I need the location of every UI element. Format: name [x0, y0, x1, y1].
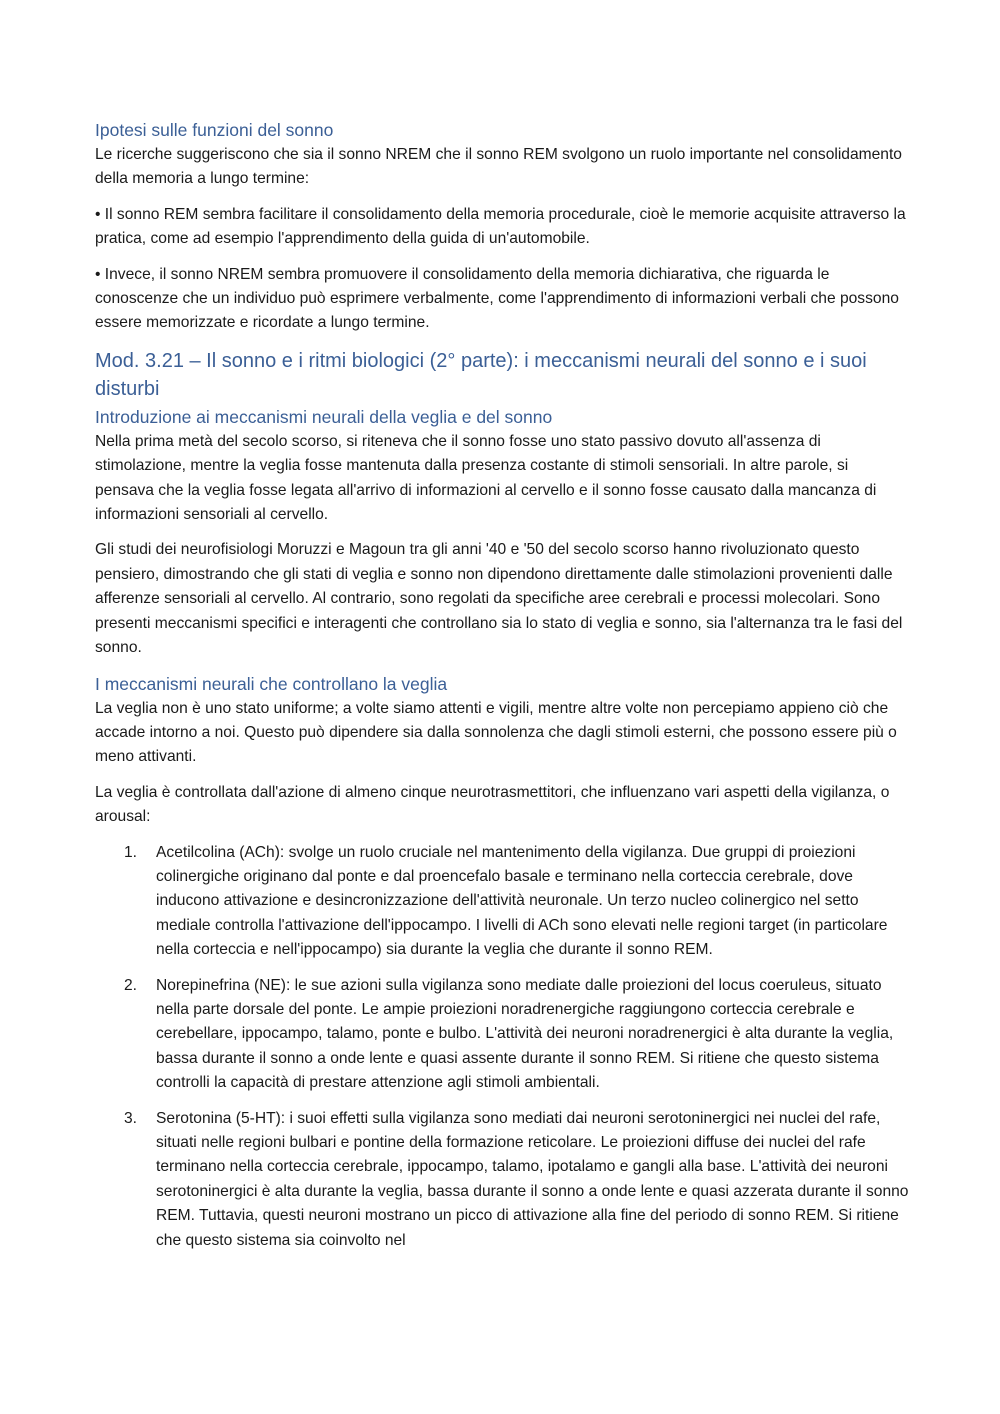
- bullet-paragraph: • Il sonno REM sembra facilitare il consolidamento della memoria procedurale, cioè le memorie acquisite attraverso la pratica, come ad esempio l'apprendimento della guida di un'automobile.: [95, 205, 906, 248]
- document-page: [95, 118, 910, 1264]
- list-item: [95, 974, 910, 1096]
- list-item-text: Serotonina (5-HT): i suoi effetti sulla vigilanza sono mediati dai neuroni serotoninergici nei nuclei del rafe, situati nelle regioni bulbari e pontine della formazione reticolare. Le proiezioni diffuse dei nuclei del rafe terminano nella corteccia cerebrale, ippocampo, talamo, ipotalamo e gangli alla base. L'attività dei neuroni serotoninergici è alta durante la veglia, bassa durante il sonno a onde lente e quasi azzerata durante il sonno REM. Tuttavia, questi neuroni mostrano un picco di attivazione alla fine del periodo di sonno REM. Si ritiene che questo sistema sia coinvolto nel: [156, 1109, 909, 1249]
- list-number: 1.: [124, 843, 138, 861]
- paragraph: La veglia è controllata dall'azione di almeno cinque neurotrasmettitori, che influenzano vari aspetti della vigilanza, o arousal:: [95, 783, 890, 826]
- paragraph: Gli studi dei neurofisiologi Moruzzi e Magoun tra gli anni '40 e '50 del secolo scorso hanno rivoluzionato questo pensiero, dimostrando che gli stati di veglia e sonno non dipendono direttamente dalle stimolazioni provenienti dalle afferenze sensoriali al cervello. Al contrario, sono regolati da specifiche aree cerebrali e processi molecolari. Sono presenti meccanismi specifici e interagenti che controllano sia lo stato di veglia e sonno, sia l'alternanza tra le fasi del sonno.: [95, 541, 903, 657]
- paragraph: Nella prima metà del secolo scorso, si riteneva che il sonno fosse uno stato passivo dovuto all'assenza di stimolazione, mentre la veglia fosse mantenuta dalla presenza costante di stimoli sensoriali. In altre parole, si pensava che la veglia fosse legata all'arrivo di informazioni al cervello e il sonno fosse causato dalla mancanza di informazioni sensoriali al cervello.: [95, 432, 877, 524]
- list-item-text: Norepinefrina (NE): le sue azioni sulla vigilanza sono mediate dalle proiezioni del locus coeruleus, situato nella parte dorsale del ponte. Le ampie proiezioni noradrenergiche raggiungono corteccia cerebrale e cerebellare, ippocampo, talamo, ponte e bulbo. L'attività dei neuroni noradrenergici è alta durante la veglia, bassa durante il sonno a onde lente e quasi assente durante il sonno REM. Si ritiene che questo sistema controlli la capacità di prestare attenzione agli stimoli ambientali.: [156, 976, 894, 1092]
- neurotransmitter-list: [95, 841, 910, 1254]
- paragraph: Le ricerche suggeriscono che sia il sonno NREM che il sonno REM svolgono un ruolo importante nel consolidamento della memoria a lungo termine:: [95, 146, 902, 188]
- heading-module: Mod. 3.21 – Il sonno e i ritmi biologici (2° parte): i meccanismi neurali del sonno e i suoi disturbi: [95, 349, 867, 400]
- heading-funzioni-sonno: Ipotesi sulle funzioni del sonno: [95, 120, 334, 140]
- list-item: [95, 841, 910, 963]
- list-number: 3.: [124, 1109, 138, 1127]
- list-item-text: Acetilcolina (ACh): svolge un ruolo cruciale nel mantenimento della vigilanza. Due gruppi di proiezioni colinergiche originano dal ponte e dal proencefalo basale e terminano nella corteccia cerebrale, dove inducono attivazione e desincronizzazione dell'attività neuronale. Un terzo nucleo colinergico nel setto mediale controlla l'attivazione dell'ippocampo. I livelli di ACh sono elevati nelle regioni target (in particolare nella corteccia e nell'ippocampo) sia durante la veglia che durante il sonno REM.: [156, 843, 888, 959]
- list-number: 2.: [124, 976, 138, 994]
- bullet-paragraph: • Invece, il sonno NREM sembra promuovere il consolidamento della memoria dichiarativa, che riguarda le conoscenze che un individuo può esprimere verbalmente, come l'apprendimento di informazioni verbali che possono essere memorizzate e ricordate a lungo termine.: [95, 265, 899, 332]
- list-item: [95, 1107, 910, 1253]
- paragraph: La veglia non è uno stato uniforme; a volte siamo attenti e vigili, mentre altre volte non percepiamo appieno ciò che accade intorno a noi. Questo può dipendere sia dalla sonnolenza che dagli stimoli esterni, che possono essere più o meno attivanti.: [95, 699, 897, 766]
- heading-introduzione: Introduzione ai meccanismi neurali della veglia e del sonno: [95, 406, 553, 427]
- heading-meccanismi-veglia: I meccanismi neurali che controllano la veglia: [95, 673, 448, 694]
